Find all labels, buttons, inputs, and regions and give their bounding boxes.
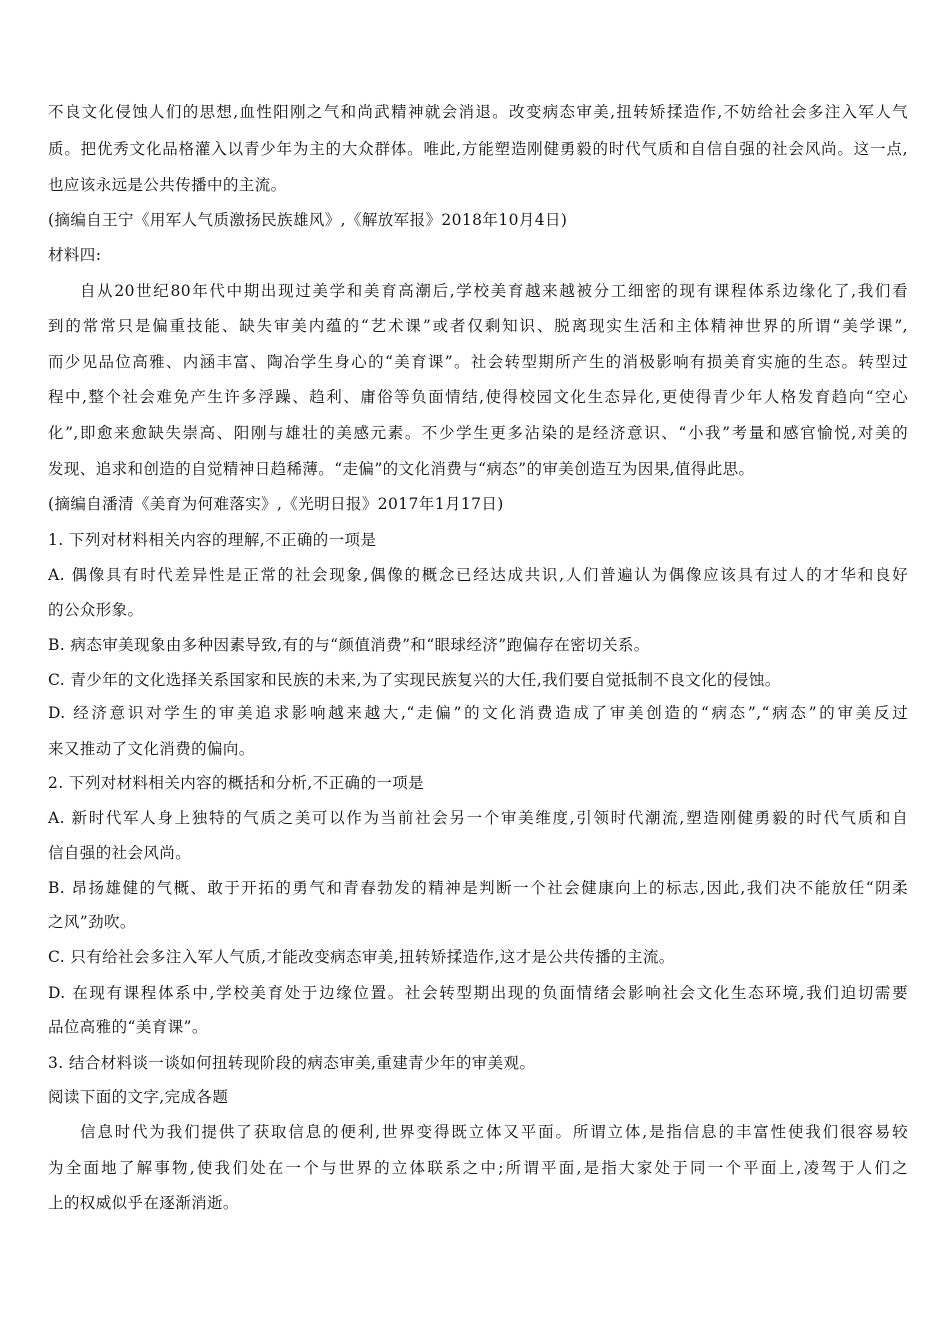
question-3-stem: 3. 结合材料谈一谈如何扭转现阶段的病态审美,重建青少年的审美观。 (48, 1054, 536, 1072)
question-1-option-c: C. 青少年的文化选择关系国家和民族的未来,为了实现民族复兴的大任,我们要自觉抵制不良文化的侵蚀。 (48, 671, 781, 689)
question-1-option-a-line-1: A. 偶像具有时代差异性是正常的社会现象,偶像的概念已经达成共识,人们普遍认为偶像应该具有过人的才华和良好 (48, 566, 908, 584)
material4-source: (摘编自潘清《美育为何难落实》,《光明日报》2017年1月17日) (48, 495, 504, 513)
question-2-option-d-line-1: D. 在现有课程体系中,学校美育处于边缘位置。社会转型期出现的负面情绪会影响社会文化生态环境,我们迫切需要 (48, 984, 908, 1002)
question-1-option-d-line-1: D. 经济意识对学生的审美追求影响越来越大,“走偏”的文化消费造成了审美创造的“病态”,“病态”的审美反过 (48, 704, 908, 722)
material4-line-4: 程中,整个社会难免产生许多浮躁、趋利、庸俗等负面情结,使得校园文化生态异化,更使得青少年人格发育趋向“空心 (48, 388, 908, 406)
reading-instruction: 阅读下面的文字,完成各题 (48, 1088, 229, 1106)
material3-line-1: 不良文化侵蚀人们的思想,血性阳刚之气和尚武精神就会消退。改变病态审美,扭转矫揉造作,不妨给社会多注入军人气 (48, 103, 908, 121)
material3-source: (摘编自王宁《用军人气质激扬民族雄风》,《解放军报》2018年10月4日) (48, 211, 568, 229)
material4-heading: 材料四: (48, 246, 102, 264)
question-1-option-b: B. 病态审美现象由多种因素导致,有的与“颜值消费”和“眼球经济”跑偏存在密切关系。 (48, 636, 650, 654)
question-2-option-c: C. 只有给社会多注入军人气质,才能改变病态审美,扭转矫揉造作,这才是公共传播的主流。 (48, 948, 675, 966)
question-2-stem: 2. 下列对材料相关内容的概括和分析,不正确的一项是 (48, 774, 425, 792)
passage-line-3: 上的权威似乎在逐渐消逝。 (48, 1194, 239, 1212)
material3-line-2: 质。把优秀文化品格灌入以青少年为主的大众群体。唯此,方能塑造刚健勇毅的时代气质和自信自强的社会风尚。这一点, (48, 140, 908, 158)
question-1-stem: 1. 下列对材料相关内容的理解,不正确的一项是 (48, 531, 377, 549)
material4-line-3: 而少见品位高雅、内涵丰富、陶冶学生身心的“美育课”。社会转型期所产生的消极影响有损美育实施的生态。转型过 (48, 353, 908, 371)
question-2-option-d-line-2: 品位高雅的“美育课”。 (48, 1018, 208, 1036)
material4-line-6: 发现、追求和创造的自觉精神日趋稀薄。“走偏”的文化消费与“病态”的审美创造互为因果,值得此思。 (48, 460, 755, 478)
material4-line-5: 化”,即愈来愈缺失崇高、阳刚与雄壮的美感元素。不少学生更多沾染的是经济意识、“小我”考量和感官愉悦,对美的 (48, 424, 908, 442)
question-2-option-b-line-2: 之风”劲吹。 (48, 913, 136, 931)
question-2-option-a-line-2: 信自强的社会风尚。 (48, 844, 192, 862)
question-1-option-d-line-2: 来又推动了文化消费的偏向。 (48, 740, 255, 758)
material4-line-1: 自从20世纪80年代中期出现过美学和美育高潮后,学校美育越来越被分工细密的现有课程体系边缘化了,我们看 (80, 282, 908, 300)
question-2-option-a-line-1: A. 新时代军人身上独特的气质之美可以作为当前社会另一个审美维度,引领时代潮流,塑造刚健勇毅的时代气质和自 (48, 809, 908, 827)
question-2-option-b-line-1: B. 昂扬雄健的气概、敢于开拓的勇气和青春勃发的精神是判断一个社会健康向上的标志,因此,我们决不能放任“阴柔 (48, 879, 908, 897)
material3-line-3: 也应该永远是公共传播中的主流。 (48, 176, 287, 194)
material4-line-2: 到的常常只是偏重技能、缺失审美内蕴的“艺术课”或者仅剩知识、脱离现实生活和主体精神世界的所谓“美学课”, (48, 317, 908, 335)
question-1-option-a-line-2: 的公众形象。 (48, 601, 144, 619)
passage-line-1: 信息时代为我们提供了获取信息的便利,世界变得既立体又平面。所谓立体,是指信息的丰富性使我们很容易较 (80, 1123, 908, 1141)
passage-line-2: 为全面地了解事物,使我们处在一个与世界的立体联系之中;所谓平面,是指大家处于同一个平面上,凌驾于人们之 (48, 1159, 908, 1177)
